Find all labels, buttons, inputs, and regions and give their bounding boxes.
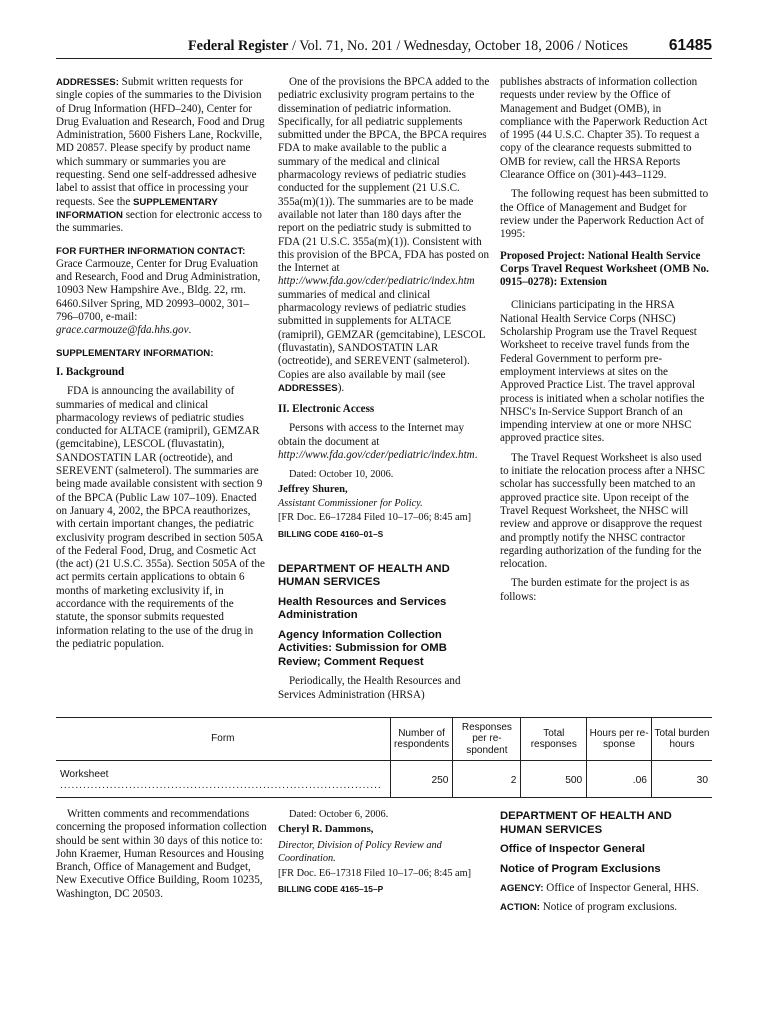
clinicians-paragraph: Clinicians participating in the HRSA National Health Service Corps (NHSC) Scholarship Program use the Travel Request Worksheet to receive travel funds from the Federal Government to perform pre-employment interviews at sites on the Approved Practice List. The travel approval process is initiated when a scholar notifies the NHSC's In-Service Support Branch of an impending interview at one or more NHSC approved practice sites. (500, 299, 705, 445)
signer-title-2: Director, Division of Policy Review and Coordination. (278, 839, 442, 864)
burden-paragraph: The burden estimate for the project is as follows: (500, 577, 690, 603)
comments-paragraph: Written comments and recommendations concerning the proposed information collection should be sent within 30 days of this notice to: John Kraemer, Human Resources and Housing Branch, Office of Management and Budget, New Executive Office Building, Room 10235, Washington, DC 20503. (56, 808, 267, 900)
bpca-tail: ). (337, 381, 345, 394)
header-citation (188, 38, 628, 55)
column-3 (500, 76, 712, 610)
signer-name: Jeffrey Shuren, (278, 483, 348, 495)
billing-code-2: BILLING CODE 4165–15–P (278, 884, 384, 895)
bpca-text: One of the provisions the BPCA added to the pediatric exclusivity program pertains to the dissemination of pediatric information. Specifically, for all pediatric supplements submitted under the BPCA, the BPCA requires FDA to make available to the public a summary of the medical and clinical pharmacology reviews of pediatric studies conducted for the supplement (21 U.S.C. 355a(m)(1)). The summaries are to be made available not later than 180 days after the report on the pediatric study is submitted to FDA (21 U.S.C. 355a(m)(1)). Consistent with this provision of the BPCA, FDA has posted on the Internet at (278, 76, 490, 275)
table-row (56, 761, 712, 798)
electronic-url[interactable]: http://www.fda.gov/cder/pediatric/index.htm (278, 449, 475, 462)
action-label: ACTION: (500, 902, 540, 914)
burden-table (56, 717, 712, 798)
bottom-column-3 (500, 808, 712, 921)
intro-text: Periodically, the Health Resources and Services Administration (HRSA) (278, 675, 461, 701)
col-header-burden-hours: Total burden hours (651, 718, 712, 761)
omb-paragraph: publishes abstracts of information collection requests under review by the Office of Management and Budget (OMB), in compliance with the Paperwork Reduction Act of 1995 (44 U.S.C. Chapter 35). To request a copy of the clearance requests submitted to OMB for review, call the HRSA Reports Clearance Office on (301)-443–1129. (500, 76, 708, 182)
col-header-responses-per: Responses per re-spondent (453, 718, 521, 761)
notice-heading: Notice of Program Exclusions (500, 862, 661, 875)
electronic-tail: . (474, 449, 478, 462)
office-heading: Office of Inspector General (500, 843, 646, 855)
electronic-text: Persons with access to the Internet may obtain the document at (278, 422, 464, 448)
addresses-paragraph (56, 76, 268, 236)
cell-total-responses: 500 (521, 761, 587, 798)
signer-name-2: Cheryl R. Dammons, (278, 824, 374, 836)
department-heading-2: DEPARTMENT OF HEALTH AND HUMAN SERVICES (500, 810, 672, 836)
background-heading: I. Background (56, 365, 125, 378)
col-header-respondents: Number of respondents (390, 718, 453, 761)
addresses-tail: section for electronic access to the summaries. (56, 208, 262, 235)
cell-respondents: 250 (390, 761, 453, 798)
column-1 (56, 76, 268, 657)
signer-title: Assistant Commissioner for Policy. (278, 497, 423, 509)
cell-hours-per: .06 (587, 761, 652, 798)
col-header-form: Form (56, 718, 390, 761)
addresses-label: ADDRESSES: (56, 77, 119, 88)
supplementary-ref: SUPPLEMENTARY INFORMATION (56, 196, 218, 221)
billing-code: BILLING CODE 4160–01–S (278, 528, 384, 539)
journal-name: Federal Register (188, 38, 289, 54)
fr-doc-line-2: [FR Doc. E6–17318 Filed 10–17–06; 8:45 am] (278, 868, 472, 880)
contact-paragraph (56, 245, 268, 338)
page-header (56, 36, 712, 59)
col-header-total-responses: Total responses (521, 718, 587, 761)
project-heading: Proposed Project: National Health Service Corps Travel Request Worksheet (OMB No. 0915–0278): Extension (500, 249, 709, 289)
bpca-paragraph (278, 76, 490, 395)
worksheet-paragraph: The Travel Request Worksheet is also used to initiate the relocation process after a NHSC scholar has successfully been matched to an approved practice site. Upon receipt of the Travel Request Worksheet, the NHSC will review and approve or disapprove the request and promptly notify the NHSC contractor regarding authorization of the funding for the relocation. (500, 451, 705, 571)
supplementary-label: SUPPLEMENTARY INFORMATION: (56, 347, 214, 359)
contact-email: grace.carmouze@fda.hhs.gov (56, 324, 189, 337)
bpca-url[interactable]: http://www.fda.gov/cder/pediatric/index.htm (278, 275, 475, 288)
electronic-paragraph (278, 422, 490, 462)
agency-label: AGENCY: (500, 883, 544, 894)
cell-form (56, 761, 390, 798)
dated-line: Dated: October 10, 2006. (289, 469, 394, 481)
addresses-text: Submit written requests for single copies of the summaries to the Division of Drug Information (HFD–240), Center for Drug Evaluation and Research, Food and Drug Administration, 5600 Fishers Lane, Rockville, MD 20857. Please specify by product name which summary or summaries you are requesting. Send one self-addressed adhesive label to assist that office in processing your requests. See the (56, 76, 265, 208)
cell-responses-per: 2 (453, 761, 521, 798)
cell-burden-hours: 30 (651, 761, 712, 798)
bottom-column-2 (278, 808, 490, 903)
col-header-hours-per: Hours per re-sponse (587, 718, 652, 761)
column-2 (278, 76, 490, 708)
dated-line-2: Dated: October 6, 2006. (289, 809, 389, 820)
notice-title: Agency Information Collection Activities: Submission for OMB Review; Comment Request (278, 628, 447, 668)
submission-paragraph: The following request has been submitted to the Office of Management and Budget for review under the Paperwork Reduction Act of 1995: (500, 188, 709, 241)
contact-label: FOR FURTHER INFORMATION CONTACT: (56, 245, 246, 257)
action-line (500, 901, 712, 914)
action-text: Notice of program exclusions. (539, 901, 678, 914)
table-header-row (56, 718, 712, 761)
dot-leader: .................................................................................... (60, 780, 382, 791)
fr-doc-line: [FR Doc. E6–17284 Filed 10–17–06; 8:45 am] (278, 512, 472, 524)
agency-heading: Health Resources and Services Administration (278, 595, 447, 622)
agency-text: Office of Inspector General, HHS. (543, 882, 699, 894)
agency-line (500, 882, 712, 895)
header-issue: / Vol. 71, No. 201 / Wednesday, October 18, 2006 / Notices (288, 38, 629, 54)
page-number: 61485 (668, 37, 712, 54)
bottom-column-1 (56, 808, 268, 907)
contact-text: Grace Carmouze, Center for Drug Evaluation and Research, Food and Drug Administration, 10903 New Hampshire Ave., Bldg. 22, rm. 6460.Silver Spring, MD 20993–0002, 301–796–0700, e-mail: (56, 257, 261, 324)
department-heading: DEPARTMENT OF HEALTH AND HUMAN SERVICES (278, 562, 450, 589)
contact-tail: . (188, 324, 192, 337)
electronic-heading: II. Electronic Access (278, 403, 375, 416)
addresses-ref: ADDRESSES (278, 382, 338, 394)
form-name: Worksheet (60, 769, 109, 780)
bpca-text-2: summaries of medical and clinical pharmacology reviews of pediatric studies submitted in supplements for ALTACE (ramipril), GEMZAR (gemcitabine), LESCOL (fluvastatin), SANDOSTATIN LAR (octreotide), and SEREVENT (salmeterol). Copies are also available by mail (see (278, 288, 485, 381)
background-text: FDA is announcing the availability of summaries of medical and clinical pharmacology reviews of pediatric studies conducted for ALTACE (ramipril), GEMZAR (gemcitabine), LESCOL (fluvastatin), SANDOSTATIN LAR (octreotide), and SEREVENT (salmeterol). The summaries are being made available consistent with section 9 of the BPCA (Public Law 107–109). Enacted on January 4, 2002, the BPCA reauthorizes, with certain important changes, the pediatric exclusivity program described in section 505A of the Federal Food, Drug, and Cosmetic Act (the act) (21 U.S.C. 355a). Section 505A of the act permits certain applications to obtain 6 months of marketing exclusivity if, in accordance with the requirements of the statute, the sponsor submits requested information relating to the use of the drug in the pediatric population. (56, 385, 265, 650)
